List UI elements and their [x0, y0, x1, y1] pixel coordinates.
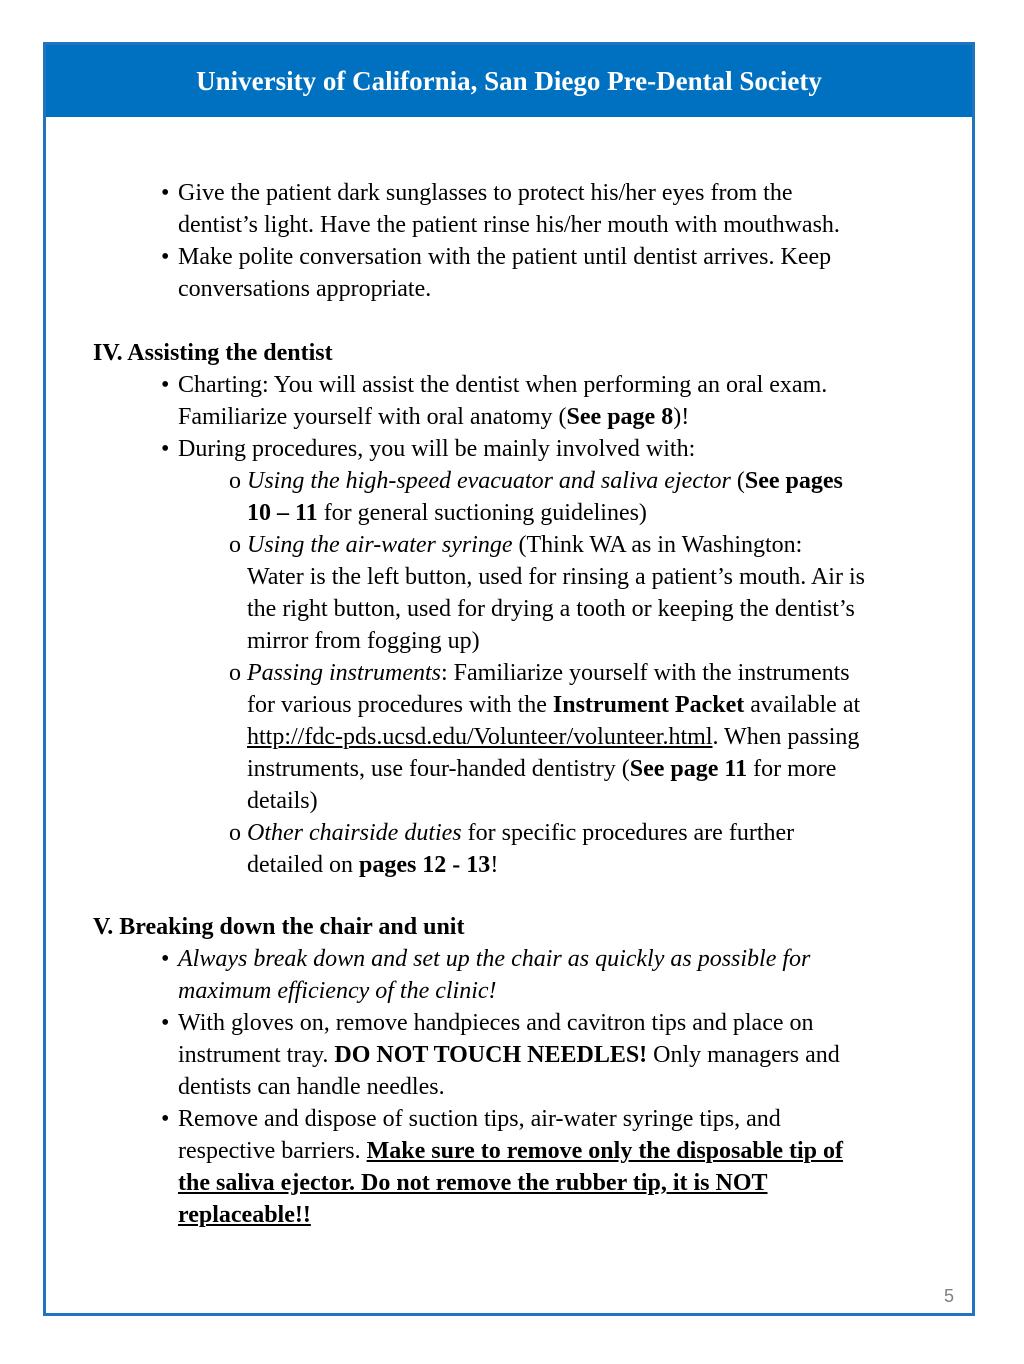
- text-run: available at: [744, 692, 861, 718]
- bullet-marker: •: [161, 180, 170, 206]
- bullet-text: the saliva ejector. Do not remove the rubber tip, it is NOT: [178, 1170, 768, 1196]
- header-banner: [46, 45, 972, 117]
- sub-bullet-text: [247, 497, 647, 529]
- text-run: for various procedures with the: [247, 692, 553, 718]
- sub-bullet-marker: o: [229, 820, 241, 846]
- sub-bullet-marker: o: [229, 660, 241, 686]
- bullet-text: dentist’s light. Have the patient rinse his/her mouth with mouthwash.: [178, 212, 840, 238]
- bullet-text: maximum efficiency of the clinic!: [178, 978, 497, 1004]
- bullet-marker: •: [161, 946, 170, 972]
- bullet-marker: •: [161, 372, 170, 398]
- bullet-marker: •: [161, 436, 170, 462]
- text-run: Familiarize yourself with oral anatomy (: [178, 404, 567, 430]
- sub-bullet-text: [247, 529, 802, 561]
- bullet-marker: •: [161, 1106, 170, 1132]
- text-run: !: [490, 852, 499, 878]
- text-run-bold: pages 12 - 13: [358, 852, 491, 878]
- bullet-text: With gloves on, remove handpieces and cavitron tips and place on: [178, 1010, 814, 1036]
- text-run: Only managers and: [647, 1042, 840, 1068]
- text-run-italic: Using the air-water syringe: [247, 532, 513, 558]
- text-run-italic: Passing instruments: [247, 660, 442, 686]
- section-number: IV.: [93, 340, 123, 366]
- sub-bullet-text: Water is the left button, used for rinsing a patient’s mouth. Air is: [247, 564, 865, 590]
- header-title: University of California, San Diego Pre-Dental Society: [196, 65, 822, 96]
- bullet-text: Always break down and set up the chair as quickly as possible for: [178, 946, 811, 972]
- sub-bullet-text: [247, 465, 843, 497]
- text-run: for general suctioning guidelines): [317, 500, 647, 526]
- instrument-packet-link[interactable]: http://fdc-pds.ucsd.edu/Volunteer/volunteer.html: [247, 724, 713, 750]
- text-run-bold: 10 – 11: [247, 500, 318, 526]
- sub-bullet-text: [247, 721, 859, 753]
- text-run-bold-underline: Make sure to remove only the disposable tip of: [366, 1138, 844, 1164]
- sub-bullet-text: [247, 753, 836, 785]
- sub-bullet-marker: o: [229, 468, 241, 494]
- sub-bullet-marker: o: [229, 532, 241, 558]
- bullet-text: dentists can handle needles.: [178, 1074, 445, 1100]
- bullet-text: conversations appropriate.: [178, 276, 432, 302]
- text-run-bold: Instrument Packet: [552, 692, 745, 718]
- sub-bullet-text: [247, 657, 850, 689]
- bullet-marker: •: [161, 244, 170, 270]
- bullet-text: [178, 1135, 843, 1167]
- text-run: instruments, use four-handed dentistry (: [247, 756, 630, 782]
- sub-bullet-text: the right button, used for drying a tooth or keeping the dentist’s: [247, 596, 855, 622]
- bullet-text: [178, 1039, 840, 1071]
- sub-bullet-text: [247, 817, 794, 849]
- page-number: 5: [943, 1286, 954, 1306]
- text-run: . When passing: [712, 724, 860, 750]
- text-run: for more: [747, 756, 837, 782]
- text-run: for specific procedures are further: [461, 820, 795, 846]
- text-run-italic: Using the high-speed evacuator and saliva ejector: [247, 468, 731, 494]
- text-run-bold: See page 8: [566, 404, 674, 430]
- bullet-text: Make polite conversation with the patient until dentist arrives. Keep: [178, 244, 832, 270]
- bullet-text: replaceable!!: [178, 1202, 311, 1228]
- sub-bullet-text: mirror from fogging up): [247, 628, 480, 654]
- text-run: (Think WA as in Washington:: [512, 532, 803, 558]
- text-run-bold: DO NOT TOUCH NEEDLES!: [334, 1042, 648, 1068]
- section-heading: [93, 911, 464, 943]
- bullet-text: Remove and dispose of suction tips, air-water syringe tips, and: [178, 1106, 781, 1132]
- text-run: respective barriers.: [178, 1138, 367, 1164]
- section-heading: [93, 337, 333, 369]
- sub-bullet-text: [247, 689, 860, 721]
- sub-bullet-text: [247, 849, 498, 881]
- bullet-text: [178, 401, 689, 433]
- text-run-bold: See page 11: [629, 756, 748, 782]
- text-run: instrument tray.: [178, 1042, 335, 1068]
- bullet-text: Charting: You will assist the dentist when performing an oral exam.: [178, 372, 828, 398]
- bullet-marker: •: [161, 1010, 170, 1036]
- text-run: )!: [673, 404, 690, 430]
- section-title: Breaking down the chair and unit: [119, 914, 465, 940]
- sub-bullet-text: details): [247, 788, 318, 814]
- text-run: : Familiarize yourself with the instruments: [441, 660, 850, 686]
- section-number: V.: [93, 914, 114, 940]
- bullet-text: Give the patient dark sunglasses to protect his/her eyes from the: [178, 180, 793, 206]
- section-title: Assisting the dentist: [127, 340, 333, 366]
- text-run: detailed on: [247, 852, 359, 878]
- text-run-italic: Other chairside duties: [247, 820, 462, 846]
- text-run: (: [730, 468, 745, 494]
- text-run-bold: See pages: [744, 468, 843, 494]
- bullet-text: During procedures, you will be mainly involved with:: [178, 436, 696, 462]
